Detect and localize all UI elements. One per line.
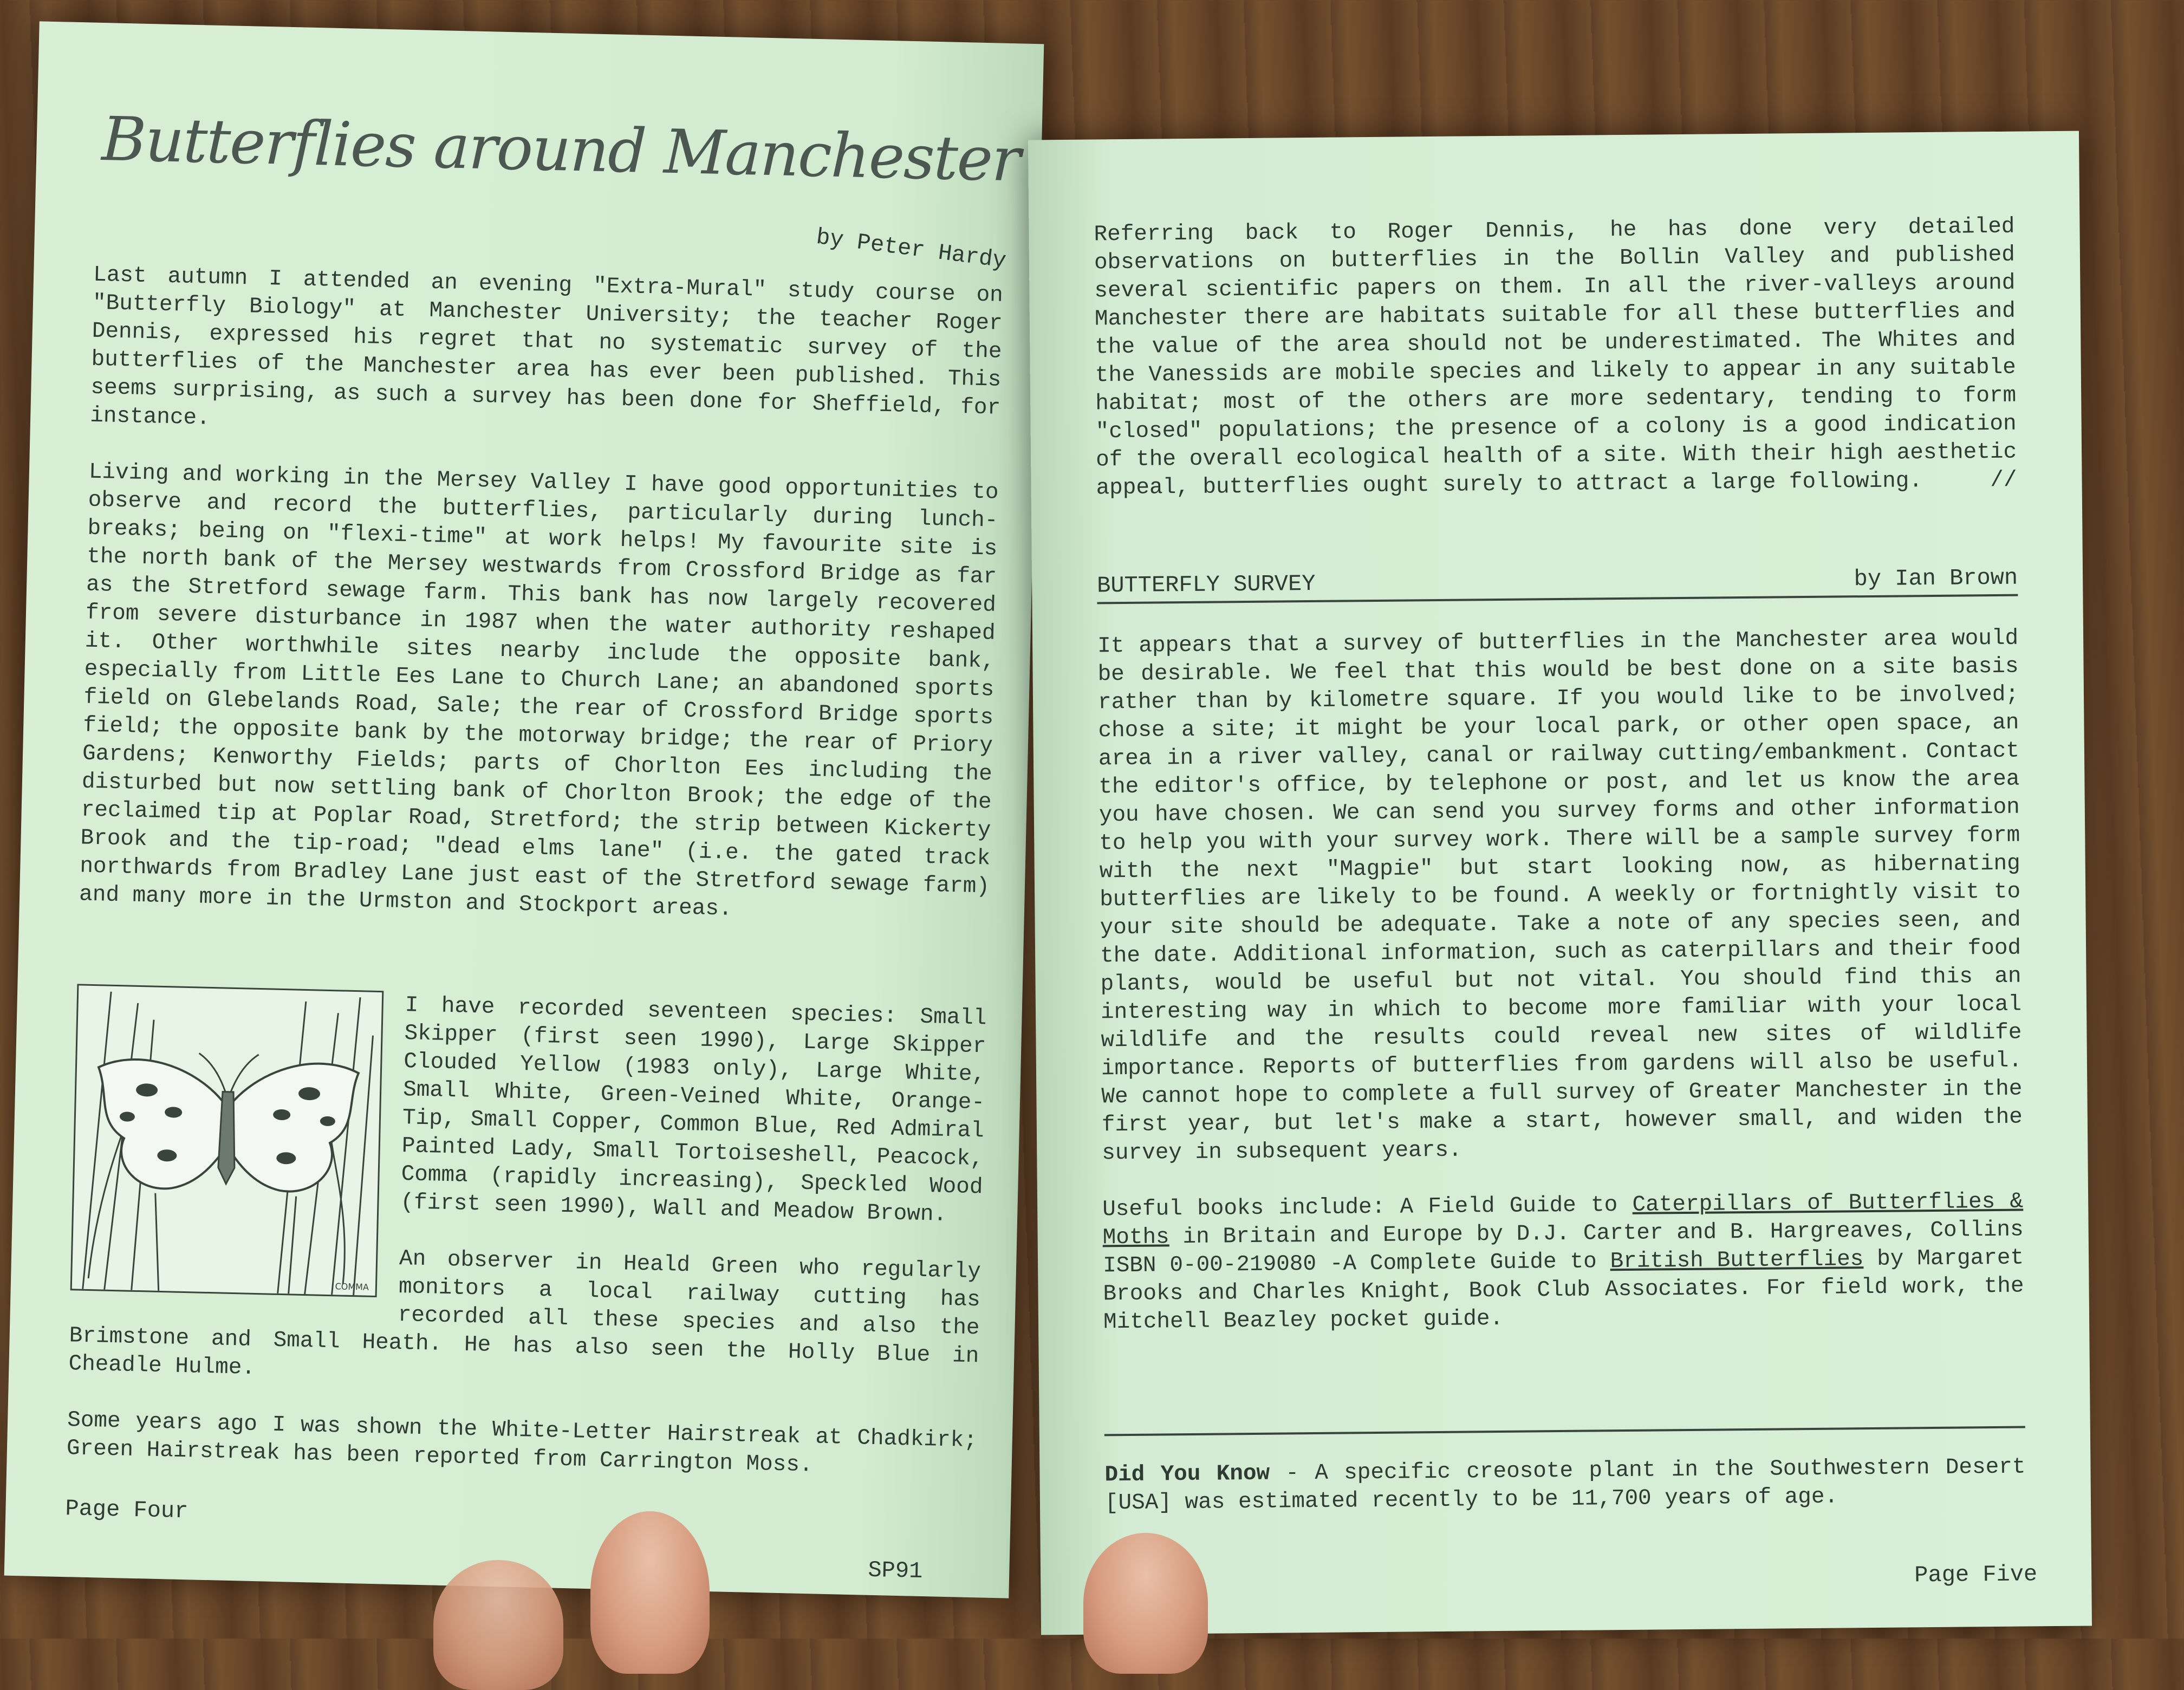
paragraph-roger-dennis: Referring back to Roger Dennis, he has done very detailed observations on butterflies in the Bollin Valley and published several scientific papers on them. In all the river-valleys around Manchester there are habitats suitable for all these butterflies and the value of the area should not be underestimated. The Whites and the Vanessids are mobile species and likely to appear in any suitable habitat; most of the others are more sedentary, tending to form "closed" populations; the presence of a colony is a good indication of the overall ecological health of a site. With their high aesthetic appeal, butterflies ought surely to attract a large following.	[1094, 214, 2017, 501]
finger-left	[433, 1560, 563, 1690]
end-mark: //	[1990, 467, 2017, 493]
butterfly-icon	[72, 985, 382, 1296]
paragraph-hairstreak: Some years ago I was shown the White-Letter Hairstreak at Chadkirk; Green Hairstreak has been reported from Carrington Moss.	[66, 1408, 978, 1478]
comma-butterfly-illustration	[70, 984, 384, 1297]
paragraph-observer: An observer in Heald Green who regularly monitors a local railway cutting has recorded all these species and also the Brimstone and Small Heath. He has also seen the Holly Blue in Cheadle Hulme.	[68, 1246, 981, 1381]
intro-text	[1094, 213, 2017, 503]
thumb-right	[1083, 1533, 1208, 1674]
paragraph-books	[1102, 1188, 2024, 1337]
section-title: BUTTERFLY SURVEY	[1096, 570, 1316, 599]
did-you-know	[1104, 1453, 2026, 1518]
divider-rule	[1104, 1426, 2025, 1436]
book-title-caterpillars: Caterpillars of Butterflies & Moths	[1102, 1189, 2024, 1251]
article-byline: by Peter Hardy	[815, 224, 1008, 275]
right-page	[1028, 131, 2092, 1635]
section-byline: by Ian Brown	[1854, 564, 2018, 593]
species-section	[66, 984, 987, 1511]
paragraph-species: I have recorded seventeen species: Small Skipper (first seen 1990), Large Skipper Clouded Yellow (1983 only), Large White, Small White, Green-Veined White, Orange-Tip, Small Copper, Common Blue, Red Admiral Painted Lady, Small Tortoiseshell, Peacock, Comma (rapidly increasing), Speckled Wood (first seen 1990), Wall and Meadow Brown.	[400, 993, 987, 1227]
page-number-right: Page Five	[1914, 1561, 2038, 1589]
left-page	[4, 21, 1044, 1598]
article-body	[78, 261, 1003, 958]
did-you-know-label: Did You Know	[1104, 1461, 1270, 1488]
thumb-left	[590, 1511, 710, 1674]
page-code-left: SP91	[867, 1557, 923, 1585]
books-tail: by Margaret Brooks and Charles Knight, Book Club Associates. For field work, the Mitchell Beazley pocket guide.	[1103, 1245, 2024, 1335]
paragraph-sites: Living and working in the Mersey Valley I have good opportunities to observe and record the butterflies, particularly during lunch-breaks; being on "flexi-time" at work helps! My favourite site is the north bank of the Mersey westwards from Crossford Bridge as far as the Stretford sewage farm. This bank has now largely recovered from severe disturbance in 1987 when the water authority reshaped it. Other worthwhile sites nearby include the opposite bank, especially from Little Ees Lane to Church Lane; an abandoned sports field on Glebelands Road, Sale; the rear of Crossford Bridge sports field; the opposite bank by the motorway bridge; the rear of Priory Gardens; Kenworthy Fields; parts of Chorlton Ees including the disturbed but now settling bank of Chorlton Brook; the edge of the reclaimed tip at Poplar Road, Stretford; the strip between Kickerty Brook and the tip-road; "dead elms lane" (i.e. the gated track northwards from Bradley Lane just east of the Stretford sewage farm) and many more in the Urmston and Stockport areas.	[79, 459, 999, 922]
survey-text	[1097, 625, 2025, 1365]
paragraph-intro: Last autumn I attended an evening "Extra-Mural" study course on "Butterfly Biology" at Manchester University; the teacher Roger Dennis, expressed his regret that no systematic survey of the butterflies of the Manchester area has ever been published. This seems surprising, as such a survey has been done for Sheffield, for instance.	[89, 262, 1004, 431]
books-lead: Useful books include: A Field Guide to	[1102, 1192, 1633, 1223]
paragraph-survey: It appears that a survey of butterflies in the Manchester area would be desirable. We feel that this would be best done on a site basis rather than by kilometre square. If you would like to be involved; chose a site; it might be your local park, or other open space, an area in a river valley, canal or railway cutting/embankment. Contact the editor's office, by telephone or post, and let us know the area you have chosen. We can send you survey forms and other information to help you with your survey work. There will be a sample survey form with the next "Magpie" but start looking now, as hibernating butterflies are likely to be found. A weekly or fortnightly visit to your site should be adequate. Take a note of any species seen, and the date. Additional information, such as caterpillars and their food plants, would be useful but not vital. You should find this an interesting way in which to become more familiar with your local wildlife and the results could reveal new sites of wildlife importance. Reports of butterflies from gardens will also be useful. We cannot hope to complete a full survey of Greater Manchester in the first year, but let's make a start, however small, and widen the survey in subsequent years.	[1097, 626, 2023, 1166]
page-number-left: Page Four	[64, 1496, 188, 1525]
article-title: Butterflies around Manchester	[101, 104, 1020, 196]
section-header	[1097, 565, 2018, 604]
did-you-know-text: - A specific creosote plant in the Southwestern Desert [USA] was estimated recently to be 11,700 years of age.	[1104, 1454, 2026, 1516]
figure-signature: COMMA	[335, 1281, 369, 1292]
books-mid: in Britain and Europe by D.J. Carter and B. Hargreaves, Collins ISBN 0-00-219080 -A Complete Guide to	[1102, 1217, 2024, 1279]
book-title-british-butterflies: British Butterflies	[1610, 1247, 1864, 1275]
